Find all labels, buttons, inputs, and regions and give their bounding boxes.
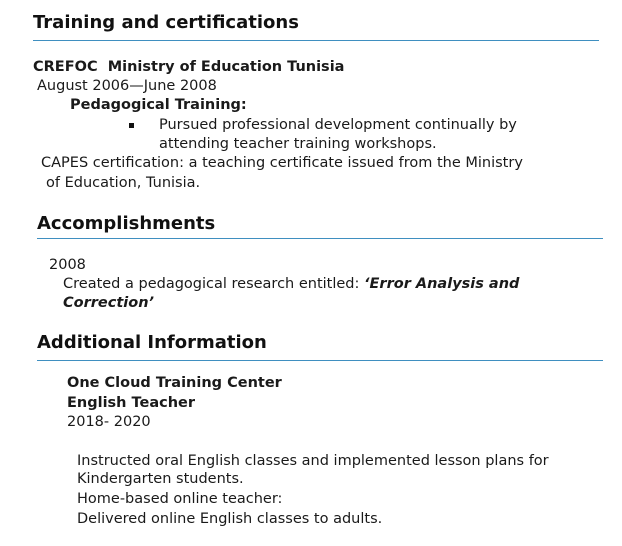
research-title-part2: Correction’ [63,295,155,311]
job-description-line3: Home-based online teacher: [77,491,283,507]
accomplishment-year: 2008 [49,257,86,273]
training-divider [33,40,599,41]
job-description-line2: Kindergarten students. [77,471,244,487]
organization-name: One Cloud Training Center [67,375,282,391]
capes-line2: of Education, Tunisia. [46,175,201,191]
job-description-line4: Delivered online English classes to adults. [77,511,383,527]
job-description-line1: Instructed oral English classes and implemented lesson plans for [77,453,549,469]
training-dates: August 2006—June 2008 [37,78,217,94]
additional-info-divider [37,360,603,361]
capes-line1: CAPES certification: a teaching certificate issued from the Ministry [41,155,523,171]
training-org-line [33,58,344,77]
accomplishments-divider [37,238,603,239]
accomplishment-text: Created a pedagogical research entitled: [63,276,365,292]
accomplishments-heading: Accomplishments [37,213,216,234]
training-heading: Training and certifications [33,12,299,33]
accomplishment-line1 [63,275,519,294]
institution-name: CREFOC [33,59,98,75]
job-role: English Teacher [67,395,196,411]
research-title-part1: ‘Error Analysis and [364,276,520,292]
bullet-text-line2: attending teacher training workshops. [159,136,437,152]
square-bullet-icon [129,123,134,128]
bullet-text-line1: Pursued professional development continually by [159,117,517,133]
additional-info-heading: Additional Information [37,332,267,353]
ministry-name: Ministry of Education Tunisia [107,59,345,75]
pedagogical-training-subheading: Pedagogical Training: [70,97,247,113]
job-years: 2018- 2020 [67,414,151,430]
